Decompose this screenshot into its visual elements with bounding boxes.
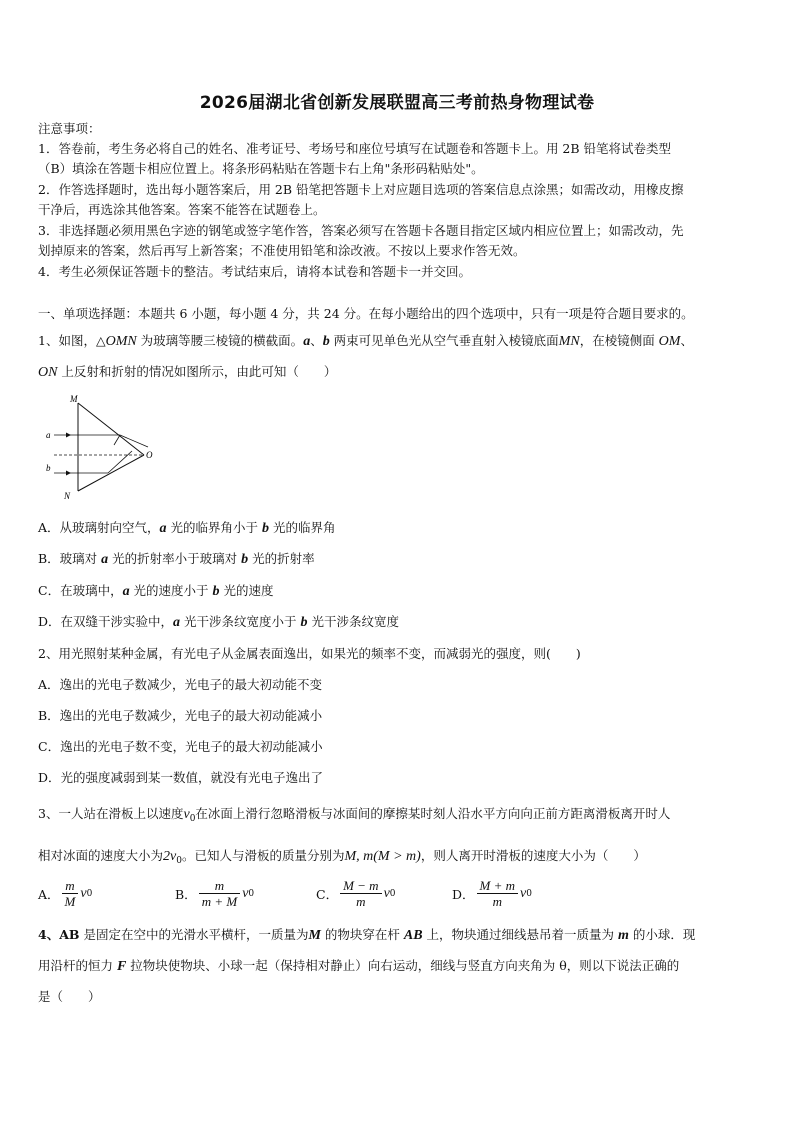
q3-option-d[interactable]: D． $\frac{M + m}{m}$ v 0: [452, 878, 532, 909]
q1-option-a[interactable]: A．从玻璃射向空气，a 光的临界角小于 b 光的临界角: [38, 520, 336, 536]
note-3-line-2: 划掉原来的答案，然后再写上新答案；不准使用铅笔和涂改液。不按以上要求作答无效。: [38, 243, 526, 258]
q3-d-fraction: $\frac{M + m}{m}$: [477, 878, 519, 909]
ray-b-arrow-icon: [66, 471, 71, 476]
label-o: O: [146, 450, 153, 460]
section-1-heading: 一、单项选择题：本题共 6 小题，每小题 4 分，共 24 分。在每小题给出的四个选项中，只有一项是符合题目要求的。: [38, 306, 694, 321]
prism-side-om: [78, 403, 144, 455]
q1-stem-line-2: ON 上反射和折射的情况如图所示，由此可知（ ）: [38, 364, 337, 380]
q4-stem-line-1: 4、AB 是固定在空中的光滑水平横杆，一质量为M 的物块穿在杆 AB 上，物块通过细线悬吊着一质量为 m 的小球．现: [38, 927, 696, 943]
note-4: 4．考生必须保证答题卡的整洁。考试结束后，请将本试卷和答题卡一并交回。: [38, 264, 471, 279]
ray-a-refracted: [120, 435, 148, 447]
q3-a-fraction: $\frac{m}{M}$: [62, 878, 79, 909]
note-1-line-1: 1．答卷前，考生务必将自己的姓名、准考证号、考场号和座位号填写在试题卷和答题卡上。用 2B 铅笔将试卷类型: [38, 141, 672, 156]
q2-stem: 2、用光照射某种金属，有光电子从金属表面逸出，如果光的频率不变，而减弱光的强度，则( ): [38, 646, 581, 661]
ray-b-reflected: [108, 451, 132, 473]
note-2-line-1: 2．作答选择题时，选出每小题答案后，用 2B 铅笔把答题卡上对应题目选项的答案信息点涂黑；如需改动，用橡皮擦: [38, 182, 684, 197]
prism-diagram: [46, 393, 170, 503]
q2-option-a[interactable]: A．逸出的光电子数减少，光电子的最大初动能不变: [38, 677, 323, 692]
note-2-line-2: 干净后，再选涂其他答案。答案不能答在试题卷上。: [38, 202, 326, 217]
note-1-line-2: （B）填涂在答题卡相应位置上。将条形码粘贴在答题卡右上角"条形码粘贴处"。: [38, 161, 484, 176]
q3-option-b[interactable]: B． $\frac{m}{m + M}$ v 0: [175, 878, 255, 909]
label-ray-b: b: [46, 463, 51, 473]
q4-stem-line-2: 用沿杆的恒力 F 拉物块使物块、小球一起（保持相对静止）向右运动，细线与竖直方向夹角为 θ，则以下说法正确的: [38, 958, 680, 974]
q3-b-fraction: $\frac{m}{m + M}$: [199, 878, 241, 909]
q3-stem-line-2: 相对冰面的速度大小为$2v_0$。已知人与滑板的质量分别为M, m(M > m)，则人离开时滑板的速度大小为（ ）: [38, 848, 646, 866]
q2-option-c[interactable]: C．逸出的光电子数不变，光电子的最大初动能减小: [38, 739, 323, 754]
q1-stem-line-1: 1、如图，△OMN 为玻璃等腰三棱镜的横截面。a、b 两束可见单色光从空气垂直射入棱镜底面MN，在棱镜侧面 OM、: [38, 333, 693, 349]
q3-option-a[interactable]: A． $\frac{m}{M}$ v 0: [38, 878, 93, 909]
q4-stem-line-3: 是（ ）: [38, 989, 101, 1004]
q1-option-d[interactable]: D．在双缝干涉实验中，a 光干涉条纹宽度小于 b 光干涉条纹宽度: [38, 614, 399, 630]
q3-stem-line-1: 3、一人站在滑板上以速度$v_0$在冰面上滑行忽略滑板与冰面间的摩擦某时刻人沿水平方向向正前方距离滑板离开时人: [38, 806, 671, 824]
label-n: N: [64, 491, 71, 501]
q3-option-c[interactable]: C． $\frac{M - m}{m}$ v 0: [316, 878, 396, 909]
ray-a-arrow-icon: [66, 433, 71, 438]
q2-option-b[interactable]: B．逸出的光电子数减少，光电子的最大初动能减小: [38, 708, 323, 723]
q2-option-d[interactable]: D．光的强度减弱到某一数值，就没有光电子逸出了: [38, 770, 324, 785]
ray-a-reflected: [114, 435, 120, 445]
label-m: M: [70, 394, 78, 404]
note-3-line-1: 3．非选择题必须用黑色字迹的钢笔或签字笔作答，答案必须写在答题卡各题目指定区域内相应位置上；如需改动，先: [38, 223, 684, 238]
exam-title: 2026届湖北省创新发展联盟高三考前热身物理试卷: [199, 93, 595, 113]
notes-heading: 注意事项：: [38, 121, 101, 136]
q1-option-b[interactable]: B．玻璃对 a 光的折射率小于玻璃对 b 光的折射率: [38, 551, 315, 567]
q3-c-fraction: $\frac{M - m}{m}$: [340, 878, 382, 909]
label-ray-a: a: [46, 430, 51, 440]
q1-option-c[interactable]: C．在玻璃中，a 光的速度小于 b 光的速度: [38, 583, 274, 599]
